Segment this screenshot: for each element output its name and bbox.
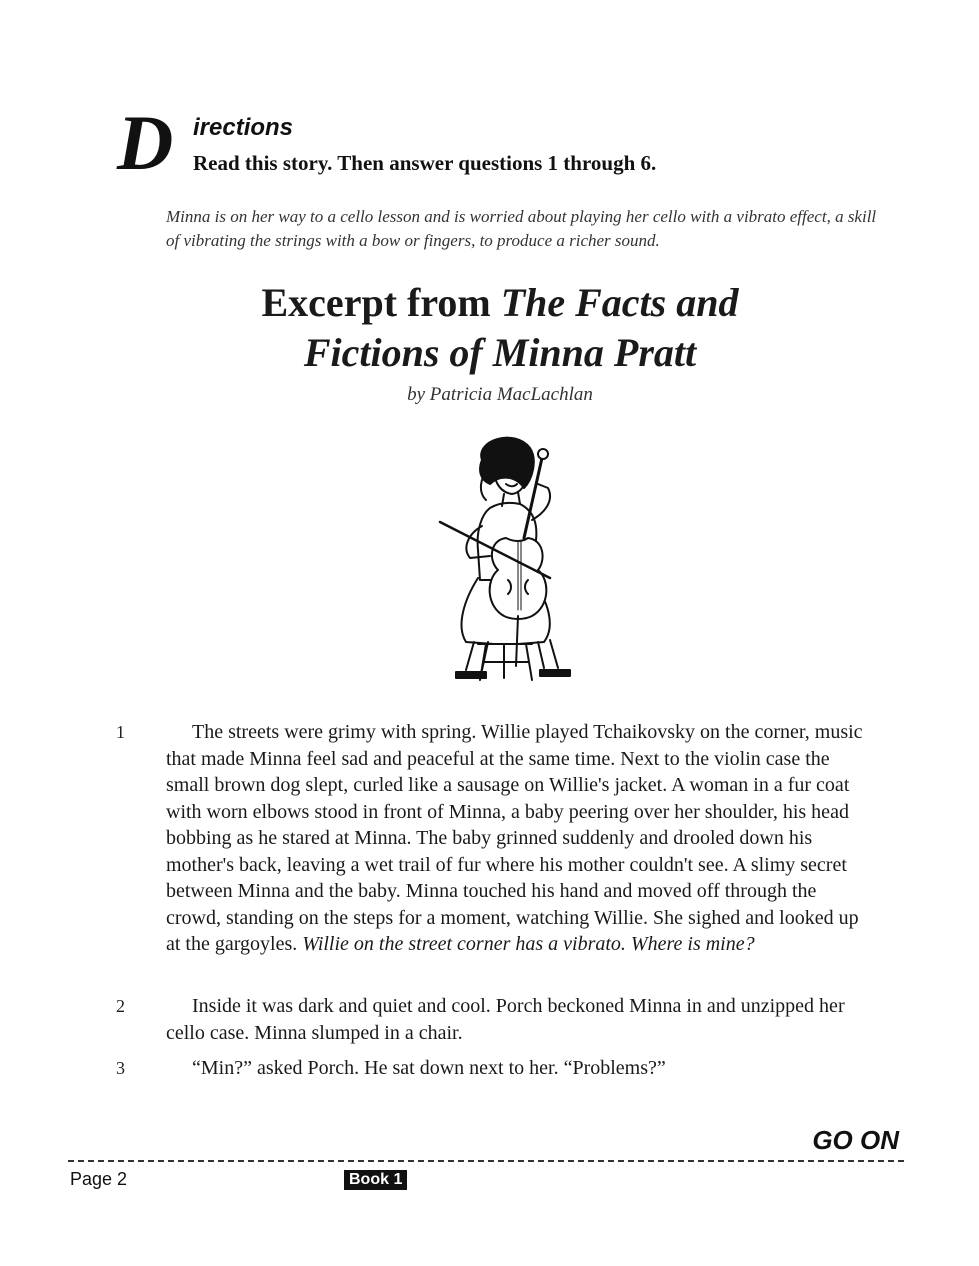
directions-heading: irections <box>193 114 294 141</box>
paragraph-italic-thought: Willie on the street corner has a vibrato. Where is mine? <box>302 933 755 955</box>
paragraph-text: “Min?” asked Porch. He sat down next to her. “Problems?” <box>192 1057 666 1079</box>
title-italic-line-2: Fictions of Minna Pratt <box>303 330 697 375</box>
girl-playing-cello-icon <box>420 430 590 690</box>
directions-drop-cap: D <box>117 99 174 186</box>
paragraph-number: 2 <box>116 996 125 1016</box>
paragraph-body: The streets were grimy with spring. Willie played Tchaikovsky on the corner, music that made Minna feel sad and peaceful at the same time. Next to the violin case the small brown dog slept, curled like a sausage on Willie's jacket. A woman in a fur coat with worn elbows stood in front of Minna, a baby peering over her shoulder, his head bobbing as he stared at Minna. The baby grinned suddenly and drooled down his mother's back, leaving a wet trail of fur where his mother couldn't see. A slimy secret between Minna and the baby. Minna touched his hand and moved off through the crowd, standing on the steps for a moment, watching Willie. She sighed and looked up at the gargoyles. <box>166 721 863 955</box>
paragraph-number: 1 <box>116 722 125 742</box>
directions-instruction: Read this story. Then answer questions 1 through 6. <box>193 151 657 175</box>
book-badge: Book 1 <box>344 1170 407 1190</box>
title-italic-line-1: The Facts and <box>500 280 739 325</box>
page-number: Page 2 <box>70 1169 128 1189</box>
paragraph-number: 3 <box>116 1058 125 1078</box>
footer-divider <box>68 1160 904 1162</box>
story-byline: by Patricia MacLachlan <box>407 384 593 405</box>
paragraph-text <box>166 719 871 958</box>
title-prefix: Excerpt from <box>261 280 491 325</box>
story-title <box>120 278 880 378</box>
go-on-label: GO ON <box>812 1125 899 1155</box>
paragraph-text: Inside it was dark and quiet and cool. Porch beckoned Minna in and unzipped her cello case. Minna slumped in a chair. <box>166 995 845 1044</box>
story-introduction: Minna is on her way to a cello lesson and is worried about playing her cello with a vibrato effect, a skill of vibrating the strings with a bow or fingers, to produce a richer sound. <box>166 207 877 250</box>
